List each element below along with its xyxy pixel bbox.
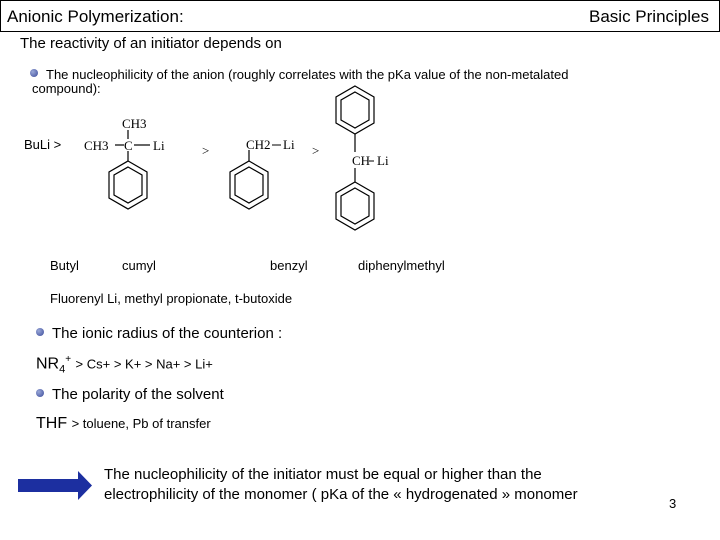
counterion-lead: NR xyxy=(36,355,60,373)
label-butyl: Butyl xyxy=(50,258,79,273)
solvent-lead: THF xyxy=(36,415,68,432)
cumyl-ring xyxy=(109,161,147,209)
bullet-dot-icon xyxy=(36,328,44,336)
cumyl-ch3-left: CH3 xyxy=(84,138,109,153)
cumyl-ch3-top: CH3 xyxy=(122,116,147,131)
greater-than-2: > xyxy=(312,143,320,158)
diphenyl-group: CH xyxy=(352,153,371,168)
diphenyl-ring-bottom xyxy=(336,182,374,230)
page-number: 3 xyxy=(669,496,677,511)
slide-title: Anionic Polymerization: xyxy=(7,7,184,26)
greater-than-1: > xyxy=(202,143,210,158)
point2-title: The ionic radius of the counterion : xyxy=(52,325,283,342)
right-arrow-icon xyxy=(18,471,92,500)
counterion-sub: 4 xyxy=(59,363,66,376)
benzyl-ring xyxy=(230,161,268,209)
benzyl-li: Li xyxy=(283,137,295,152)
point1-line1: The nucleophilicity of the anion (roughly correlates with the pKa value of the non-metalated xyxy=(46,67,569,82)
intro-text: The reactivity of an initiator depends on xyxy=(20,35,282,52)
label-diphenylmethyl: diphenylmethyl xyxy=(358,258,445,273)
point-ionic-radius xyxy=(36,325,282,342)
counterion-rest: > Cs+ > K+ > Na+ > Li+ xyxy=(75,356,213,372)
diphenyl-ring-top xyxy=(336,86,374,134)
extra-initiators: Fluorenyl Li, methyl propionate, t-butoxide xyxy=(50,291,293,306)
conclusion-line2: electrophilicity of the monomer ( pKa of the « hydrogenated » monomer xyxy=(104,486,578,503)
point-solvent xyxy=(36,386,224,403)
cumyl-carbon: C xyxy=(124,138,133,153)
solvent-line xyxy=(36,415,211,433)
counterion-sup: + xyxy=(65,354,72,365)
point1-line2: compound): xyxy=(32,81,101,96)
slide-subtitle: Basic Principles xyxy=(589,7,709,26)
benzyl-group: CH2 xyxy=(246,137,271,152)
label-benzyl: benzyl xyxy=(270,258,308,273)
diphenyl-li: Li xyxy=(377,153,389,168)
point3-title: The polarity of the solvent xyxy=(52,386,224,403)
label-cumyl: cumyl xyxy=(122,258,156,273)
series-start: BuLi > xyxy=(24,137,62,152)
cumyl-li: Li xyxy=(153,138,165,153)
conclusion-line1: The nucleophilicity of the initiator must be equal or higher than the xyxy=(104,466,542,483)
counterion-series xyxy=(36,354,213,376)
bullet-dot-icon xyxy=(36,389,44,397)
solvent-rest: > toluene, Pb of transfer xyxy=(71,416,211,431)
